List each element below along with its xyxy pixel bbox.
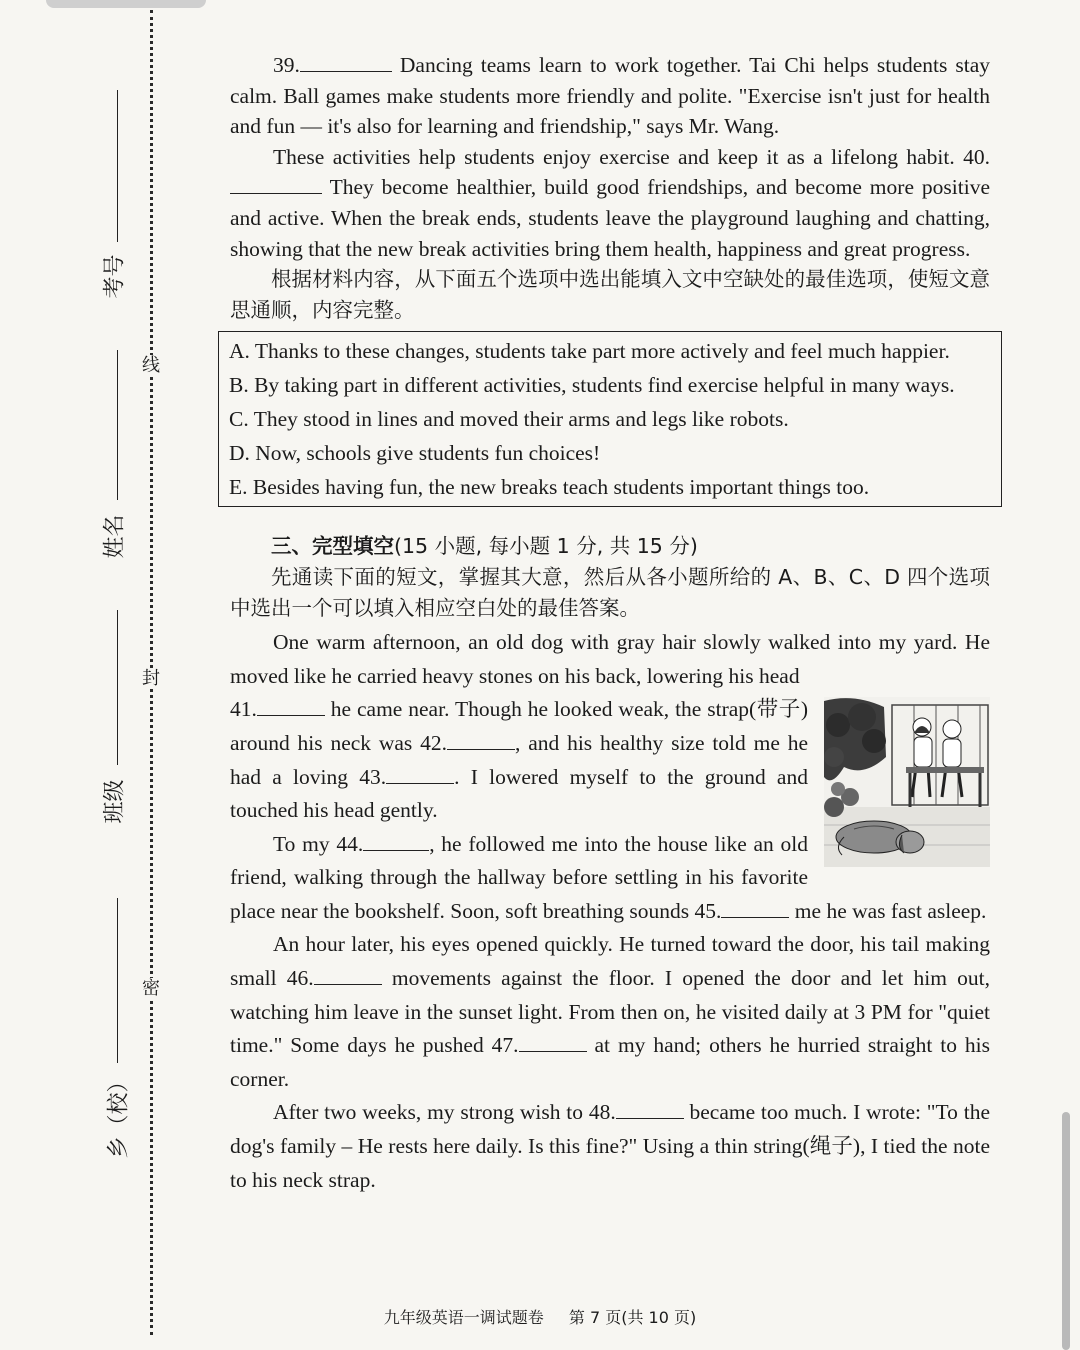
blank-47[interactable]	[519, 1031, 587, 1052]
blank-39[interactable]	[300, 51, 392, 72]
option-a: A. Thanks to these changes, students take part more actively and feel much happier.	[229, 339, 950, 364]
options-box	[218, 331, 1002, 507]
story-paragraph-4: After two weeks, my strong wish to 48. became too much. I wrote: "To the dog's family – He rests here daily. Is this fine?" Using a thin string(绳子), I tied the note to his neck strap.	[230, 1100, 990, 1192]
blank-42[interactable]	[447, 729, 515, 750]
option-c: C. They stood in lines and moved their arms and legs like robots.	[229, 407, 789, 432]
blank-45[interactable]	[721, 897, 789, 918]
blank-46[interactable]	[314, 964, 382, 985]
blank-48[interactable]	[616, 1098, 684, 1119]
blank-44[interactable]	[363, 830, 429, 851]
section-instruction: 先通读下面的短文，掌握其大意，然后从各小题所给的 A、B、C、D 四个选项中选出一个可以填入相应空白处的最佳答案。	[230, 564, 990, 620]
blank-43[interactable]	[386, 763, 454, 784]
paragraph-39: 39. Dancing teams learn to work together. Tai Chi helps students stay calm. Ball games make students more friendly and polite. "Exercise isn't just for health and fun — it's also for learning and friendship," says Mr. Wang.	[230, 53, 990, 139]
option-b: B. By taking part in different activities, students find exercise helpful in many ways.	[229, 373, 955, 398]
page-number: 第 7 页(共 10 页)	[568, 1308, 697, 1327]
exam-title: 九年级英语一调试题卷	[383, 1308, 544, 1327]
dog-and-couple-illustration	[824, 697, 990, 867]
story-paragraph-1-cont: 41. he came near. Though he looked weak, the strap(带子) around his neck was 42. , and his healthy size told me he had a loving 43. . I lowered myself to the ground and touched his head gently.	[230, 697, 808, 823]
page-footer	[0, 1305, 1080, 1328]
section-heading: 三、完型填空(15 小题, 每小题 1 分, 共 15 分)	[271, 534, 698, 559]
blank-40[interactable]	[230, 173, 322, 194]
paragraph-40: These activities help students enjoy exercise and keep it as a lifelong habit. 40. They become healthier, build good friendships, and become more positive and active. When the break ends, students leave the playground laughing and chatting, showing that the new break activities bring them health, happiness and great progress.	[230, 144, 991, 261]
exam-page	[230, 50, 990, 1197]
story-paragraph-3: An hour later, his eyes opened quickly. He turned toward the door, his tail making small 46. movements against the floor. I opened the door and let him out, watching him leave in the sunset light. From then on, he visited daily at 3 PM for "quiet time." Some days he pushed 47. at my hand; others he hurried straight to his corner.	[230, 932, 991, 1091]
cloze-passage	[230, 626, 990, 1197]
window-tab	[46, 0, 206, 8]
cut-label-seal: 封	[142, 668, 160, 688]
story-paragraph-1: One warm afternoon, an old dog with gray hair slowly walked into my yard. He moved like he carried heavy stones on his back, lowering his head	[230, 630, 990, 688]
option-e: E. Besides having fun, the new breaks teach students important things too.	[229, 475, 870, 500]
task-instruction: 根据材料内容，从下面五个选项中选出能填入文中空缺处的最佳选项，使短文意思通顺，内容完整。	[230, 267, 990, 322]
cut-label-line: 线	[142, 355, 160, 375]
option-d: D. Now, schools give students fun choices!	[229, 441, 601, 466]
story-paragraph-2: To my 44. , he followed me into the house like an old friend, walking through the hallway before settling in his favorite place near the bookshelf. Soon, soft breathing sounds 45. me he was fast asleep.	[230, 831, 987, 923]
blank-41[interactable]	[257, 695, 325, 716]
cut-label-secret: 密	[142, 978, 160, 998]
